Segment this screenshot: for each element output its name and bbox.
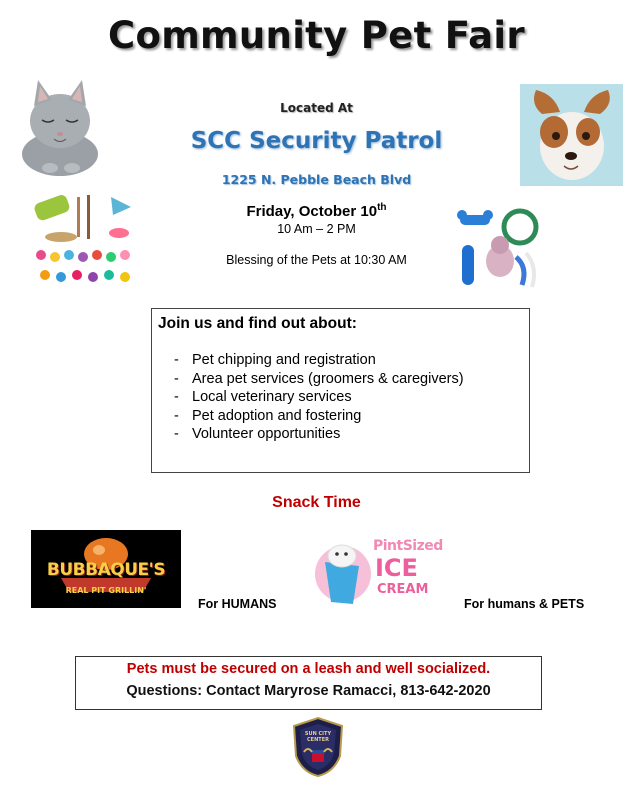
pintsized-logo-line1: PintSized — [373, 538, 443, 554]
blessing-note: Blessing of the Pets at 10:30 AM — [226, 253, 407, 267]
event-date-day: Friday, October 10 — [246, 203, 378, 220]
list-item-text: Pet adoption and fostering — [192, 407, 362, 424]
list-item-text: Pet chipping and registration — [192, 352, 376, 368]
list-item — [174, 370, 464, 389]
topics-list — [174, 351, 464, 444]
leash-notice: Pets must be secured on a leash and well socialized. — [126, 661, 491, 677]
bubbaques-logo-line2: REAL PIT GRILLIN' — [65, 586, 147, 595]
organization-name: SCC Security Patrol — [190, 128, 443, 154]
pintsized-logo-line2: ICE — [375, 554, 418, 582]
contact-info: Questions: Contact Maryrose Ramacci, 813-642-2020 — [126, 683, 491, 699]
event-date — [0, 202, 633, 220]
snack-time-heading: Snack Time — [272, 494, 361, 511]
bubbaques-logo — [31, 530, 181, 608]
list-bullet: - — [174, 352, 179, 368]
list-bullet: - — [174, 426, 179, 442]
pintsized-logo-line3: CREAM — [377, 582, 429, 597]
badge-line2: CENTER — [307, 737, 329, 743]
for-humans-and-pets-caption: For humans & PETS — [464, 597, 585, 611]
cat-photo — [20, 76, 102, 176]
list-item — [174, 351, 464, 370]
info-box — [151, 308, 530, 473]
event-date-suffix: th — [377, 202, 387, 213]
info-box-heading: Join us and find out about: — [158, 315, 357, 332]
located-at-label: Located At — [280, 101, 353, 115]
pintsized-ice-cream-logo — [313, 532, 455, 610]
list-bullet: - — [174, 370, 179, 387]
list-item-text: Volunteer opportunities — [192, 426, 341, 442]
notice-box — [75, 656, 542, 710]
list-item — [174, 388, 464, 407]
list-bullet: - — [174, 407, 179, 424]
badge-line1: SUN CITY — [304, 731, 332, 737]
bubbaques-logo-line1: BUBBAQUE'S — [46, 560, 166, 580]
security-badge-logo — [290, 716, 346, 778]
list-item — [174, 425, 464, 444]
event-address: 1225 N. Pebble Beach Blvd — [221, 172, 412, 187]
list-item-text: Local veterinary services — [192, 389, 352, 405]
list-item — [174, 407, 464, 426]
for-humans-caption: For HUMANS — [198, 597, 277, 611]
page-title: Community Pet Fair — [108, 14, 525, 57]
list-bullet: - — [174, 389, 179, 405]
list-item-text: Area pet services (groomers & caregivers) — [192, 370, 464, 387]
event-time: 10 Am – 2 PM — [277, 222, 356, 236]
